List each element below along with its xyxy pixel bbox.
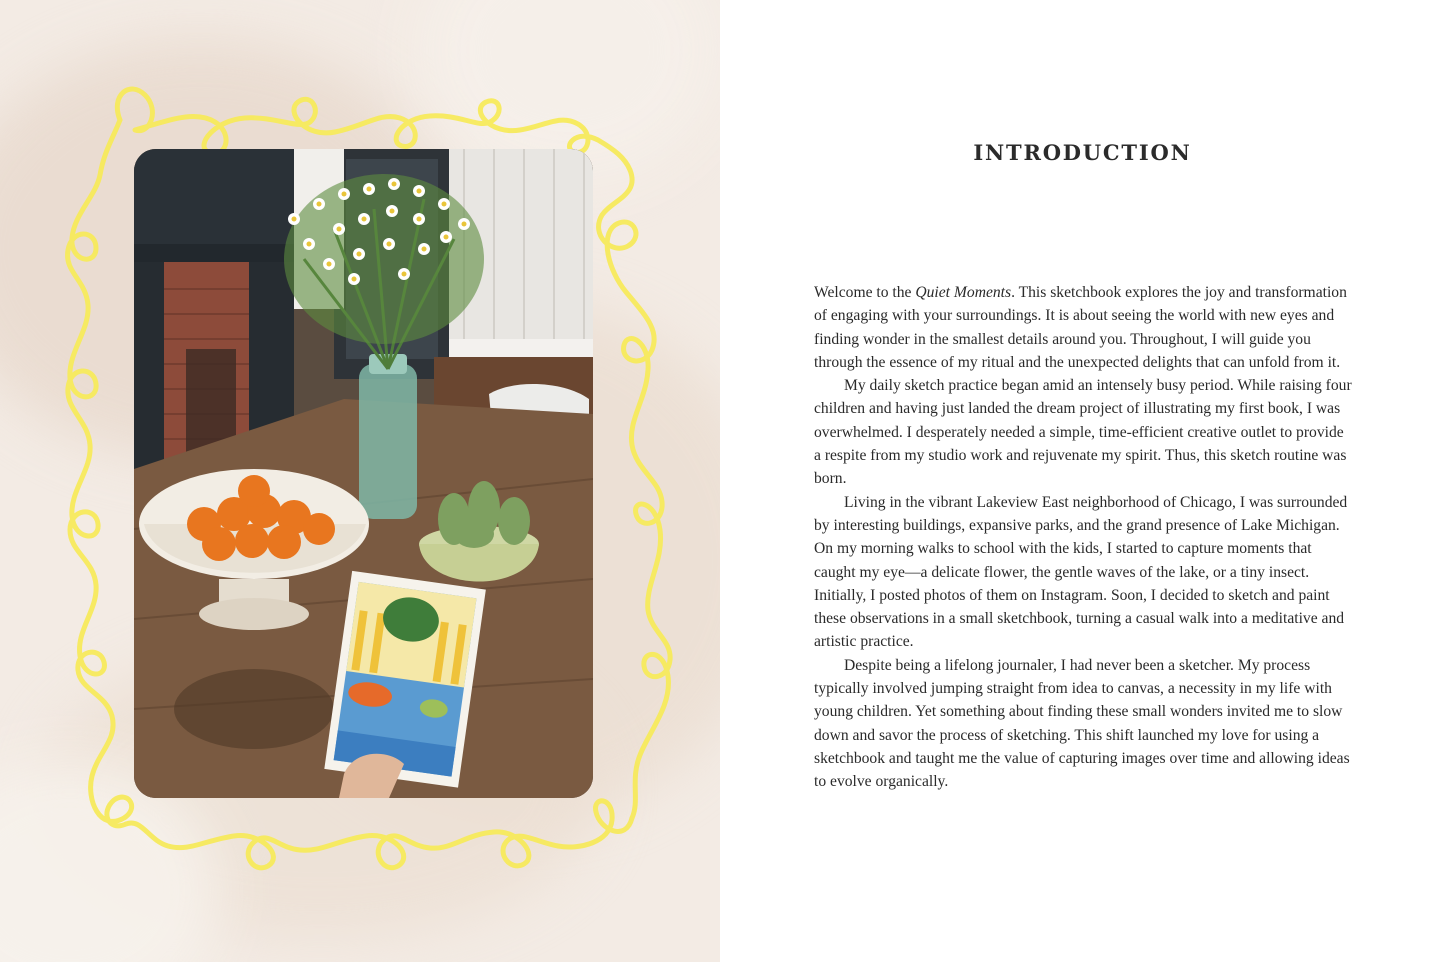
paragraph-1-start: Welcome to the <box>814 284 916 301</box>
right-page <box>720 0 1445 962</box>
left-page <box>0 0 720 962</box>
paragraph-1-rest: . This sketchbook explores the joy and transformation of engaging with your surroundings. It is about seeing the world with new eyes and finding wonder in the smallest details around you. Throughout, I will guide you through the essence of my ritual and the unexpected delights that can unfold from it. <box>814 284 1347 371</box>
chapter-title: INTRODUCTION <box>973 140 1192 165</box>
paragraph-2: My daily sketch practice began amid an intensely busy period. While raising four children and having just landed the dream project of illustrating my first book, I was overwhelmed. I desperately needed a simple, time-efficient creative outlet to provide a respite from my studio work and rejuvenate my spirit. Thus, this sketch routine was born. <box>814 377 1352 488</box>
paragraph-1 <box>814 281 1354 374</box>
still-life-photo <box>134 149 593 798</box>
paragraph-4: Despite being a lifelong journaler, I had never been a sketcher. My process typically involved jumping straight from idea to canvas, a necessity in my life with young children. Yet something about finding these small wonders invited me to slow down and savor the process of sketching. This shift launched my love for using a sketchbook and taught me the value of capturing images over time and allowing ideas to evolve organically. <box>814 656 1350 791</box>
body-text <box>814 281 1354 794</box>
paragraph-3: Living in the vibrant Lakeview East neighborhood of Chicago, I was surrounded by interesting buildings, expansive parks, and the grand presence of Lake Michigan. On my morning walks to school with the kids, I started to capture moments that caught my eye—a delicate flower, the gentle waves of the lake, or a tiny insect. Initially, I posted photos of them on Instagram. Soon, I decided to sketch and paint these observations in a small sketchbook, turning a casual walk into a meditative and artistic practice. <box>814 493 1348 651</box>
book-title-italic: Quiet Moments <box>915 284 1012 301</box>
